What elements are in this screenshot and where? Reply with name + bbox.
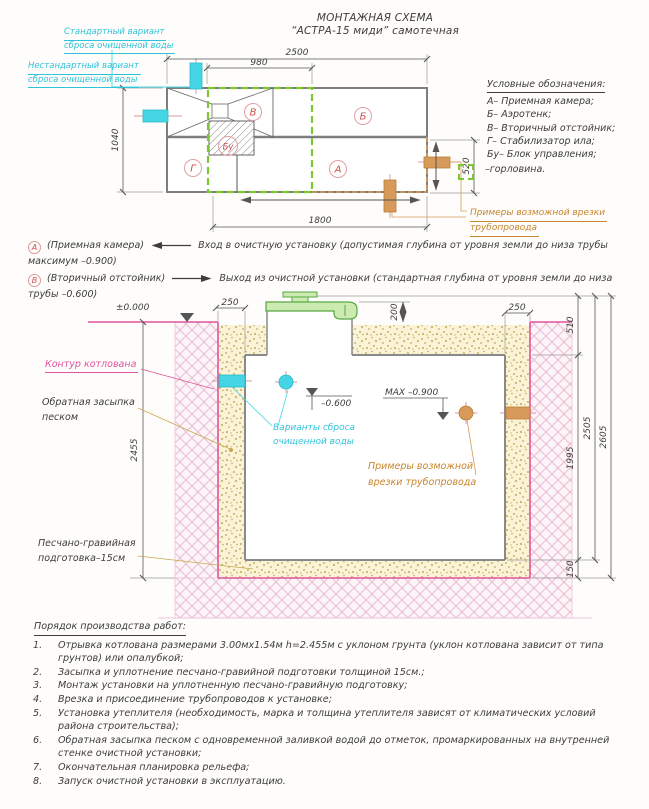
section-view-drawing bbox=[0, 278, 649, 630]
legend-item: Г– Стабилизатор ила; bbox=[487, 135, 595, 147]
legend-title: Условные обозначения: bbox=[487, 78, 605, 93]
dim-neck-width: 980 bbox=[250, 58, 268, 68]
callout-line: подготовка–15см bbox=[38, 552, 126, 564]
work-order-block bbox=[30, 620, 628, 788]
dim-left-height: 1040 bbox=[111, 128, 121, 152]
dim-bottom-span: 1800 bbox=[308, 216, 332, 226]
callout-line: Песчано-гравийная bbox=[38, 538, 136, 549]
dim-pit-depth: 2455 bbox=[130, 438, 140, 462]
item-text: Врезка и присоединение трубопроводов к установке; bbox=[58, 693, 332, 705]
note-text: Вход в очистную установку (допустимая глубина от уровня земли до низа трубы максимум –0.900) bbox=[28, 240, 608, 268]
inlet-pipe-end bbox=[459, 406, 473, 420]
callout-line: Примеры возможной врезки bbox=[470, 207, 607, 222]
dim-base: 150 bbox=[566, 560, 576, 578]
item-number: 4. bbox=[33, 693, 43, 705]
outlet-pipe-section bbox=[219, 375, 245, 387]
zone-label-v: В bbox=[249, 107, 257, 119]
note-text: Выход из очистной установки (стандартная глубина от уровня земли до низа трубы –0.600) bbox=[28, 272, 613, 300]
callout-line: очищенной воды bbox=[273, 437, 354, 447]
legend-neck-label: –горловина. bbox=[485, 164, 546, 176]
work-order-item bbox=[30, 693, 628, 707]
pipe-example-bottom bbox=[384, 180, 396, 212]
callout-line: Нестандартный вариант bbox=[28, 61, 141, 75]
item-number: 3. bbox=[33, 680, 43, 692]
legend-item-neck bbox=[458, 163, 648, 180]
level-mark-zero-icon bbox=[180, 313, 194, 322]
pipe-example-right bbox=[424, 157, 450, 168]
callout-line: трубопровода bbox=[470, 222, 539, 237]
standard-discharge-pipe bbox=[190, 63, 202, 89]
item-text: Монтаж установки на уплотненную песчано-гравийную подготовку; bbox=[58, 680, 408, 692]
callout-line: Контур котлована bbox=[45, 359, 138, 373]
nonstandard-discharge-pipe bbox=[143, 110, 168, 122]
label-pit-contour bbox=[45, 359, 138, 373]
item-text: Обратная засыпка песком с одновременной заливкой водой до отметок, промаркированных на внутренней стенке очистной установки; bbox=[58, 734, 610, 760]
item-number: 2. bbox=[33, 666, 43, 678]
zone-label-a: А bbox=[334, 164, 342, 176]
label-backfill bbox=[42, 396, 137, 425]
dim-to-tank-bottom: 2505 bbox=[583, 416, 593, 440]
callout-line: Стандартный вариант bbox=[64, 27, 166, 41]
legend bbox=[458, 78, 648, 180]
label-base-prep bbox=[38, 537, 138, 566]
work-order-item bbox=[30, 679, 628, 693]
callout-line: врезки трубопровода bbox=[368, 476, 477, 488]
item-text: Засыпка и уплотнение песчано-гравийной подготовки толщиной 15см.; bbox=[58, 666, 425, 678]
callout-line: Примеры возможной bbox=[368, 461, 474, 472]
callout-line: сброса очищенной воды bbox=[28, 75, 139, 89]
dim-lid-height: 200 bbox=[390, 303, 400, 321]
item-number: 5. bbox=[33, 707, 43, 719]
zone-label-g: Г bbox=[190, 163, 196, 175]
inlet-pipe-section bbox=[506, 407, 530, 419]
orange-leader-line2 bbox=[392, 212, 466, 217]
dim-left-gap: 250 bbox=[221, 298, 239, 308]
level-inlet-max: МАХ –0.900 bbox=[385, 388, 439, 398]
work-order-item bbox=[30, 775, 628, 789]
legend-item: Бу– Блок управления; bbox=[487, 149, 597, 161]
dim-total-depth: 2605 bbox=[599, 425, 609, 449]
item-text: Запуск очистной установки в эксплуатацию. bbox=[58, 775, 286, 787]
dim-top-part: 510 bbox=[566, 316, 576, 334]
dim-overall-width: 2500 bbox=[285, 48, 309, 58]
zone-label-bu: Бу bbox=[222, 142, 234, 153]
level-outlet: –0.600 bbox=[321, 399, 352, 409]
level-zero: ±0.000 bbox=[116, 303, 150, 313]
note-name: (Вторичный отстойник) bbox=[47, 272, 166, 284]
item-text: Установка утеплителя (необходимость, марка и толщина утеплителя зависят от климатических условий района строительства); bbox=[58, 707, 596, 733]
work-order-title: Порядок производства работ: bbox=[34, 620, 186, 636]
work-order-item bbox=[30, 761, 628, 775]
callout-line: Варианты сброса bbox=[273, 423, 356, 433]
note-marker-v: В bbox=[28, 274, 41, 287]
item-text: Окончательная планировка рельефа; bbox=[58, 761, 250, 773]
item-number: 6. bbox=[33, 734, 43, 746]
work-order-item bbox=[30, 666, 628, 680]
work-order-item bbox=[30, 707, 628, 734]
item-number: 1. bbox=[33, 639, 43, 651]
legend-item: А– Приемная камера; bbox=[487, 96, 595, 108]
dim-right-gap: 250 bbox=[508, 303, 526, 313]
note-inlet bbox=[28, 238, 628, 270]
label-discharge-variants bbox=[273, 422, 357, 450]
callout-pipe-examples-plan bbox=[470, 207, 607, 237]
callout-line: песком bbox=[42, 411, 78, 423]
dim-right-span: 520 bbox=[462, 157, 472, 175]
note-marker-a: А bbox=[28, 241, 41, 254]
plan-tank-outline bbox=[167, 88, 427, 192]
legend-item: В– Вторичный отстойник; bbox=[487, 122, 616, 134]
outlet-pipe-end bbox=[279, 375, 293, 389]
legend-item: Б– Аэротенк; bbox=[487, 109, 552, 121]
work-order-item bbox=[30, 639, 628, 666]
item-text: Отрывка котлована размерами 3.00мх1.54м h=2.455м с уклоном грунта (уклон котлована зависит от типа грунтов) или опалубкой; bbox=[58, 639, 604, 665]
arrow-left-icon bbox=[151, 241, 191, 250]
neck-symbol-icon bbox=[458, 164, 474, 180]
label-pipe-examples-section bbox=[368, 460, 478, 491]
title-line1: МОНТАЖНАЯ СХЕМА bbox=[316, 12, 434, 24]
callout-line: Обратная засыпка bbox=[42, 397, 135, 408]
item-number: 7. bbox=[33, 761, 43, 773]
callout-standard-discharge bbox=[64, 27, 175, 54]
work-order-item bbox=[30, 734, 628, 761]
title-line2: “АСТРА-15 миди” самотечная bbox=[290, 25, 460, 37]
zone-label-b: Б bbox=[359, 111, 367, 123]
dim-tank-body: 1995 bbox=[566, 446, 576, 470]
item-number: 8. bbox=[33, 775, 43, 787]
note-name: (Приемная камера) bbox=[47, 240, 144, 251]
callout-nonstandard-discharge bbox=[28, 61, 141, 88]
callout-line: сброса очищенной воды bbox=[64, 41, 175, 55]
